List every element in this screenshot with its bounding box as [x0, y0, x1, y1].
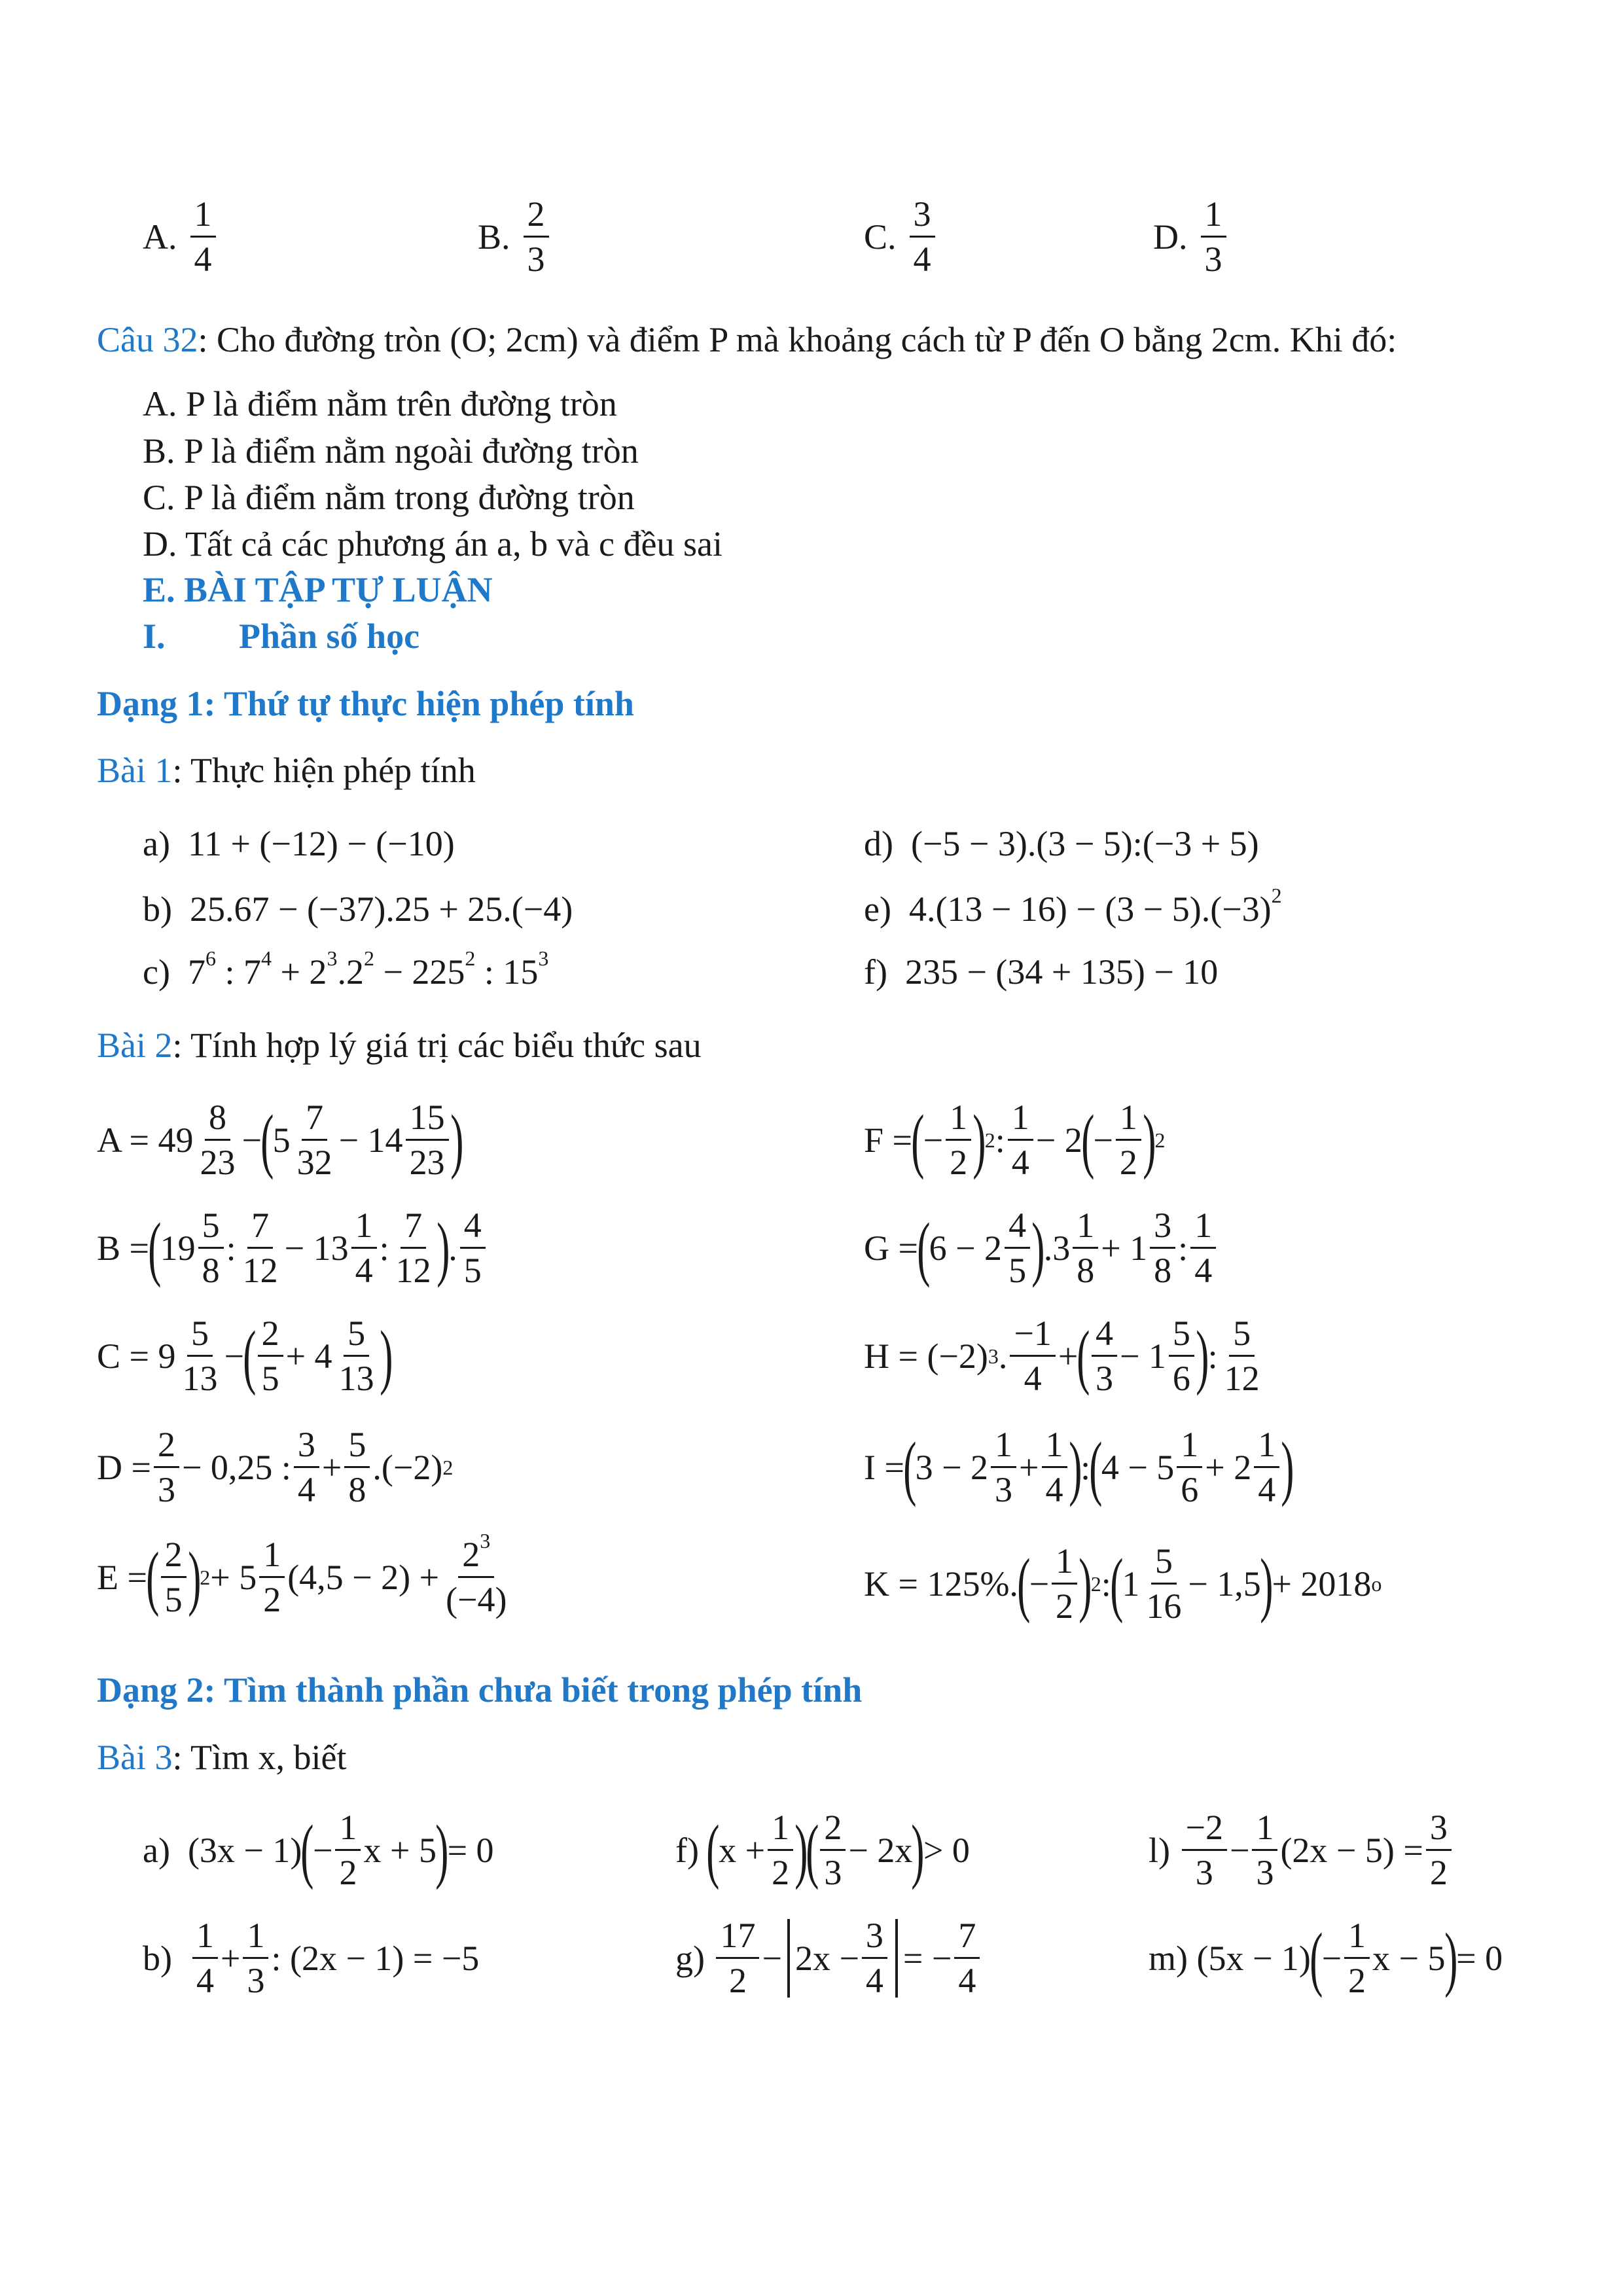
bai3-item-f: f) ( x + $\frac{1}{2}$ ) ( $\frac{2}{3}$ − 2x ) > 0 — [675, 1808, 970, 1892]
item-expression: 235 − (34 + 135) − 10 — [904, 952, 1219, 992]
section-i-number: I. — [143, 617, 166, 656]
answer-label: A. — [143, 217, 177, 257]
bai3-item-m: m) (5x − 1) ( − $\frac{1}{2}$ x − 5 ) = 0 — [1149, 1916, 1503, 2000]
item-label: l) — [1149, 1830, 1170, 1870]
fraction-den: 4 — [194, 240, 212, 279]
q32-option-d: D. Tất cả các phương án a, b và c đều sai — [143, 524, 722, 564]
q32-option-b: B. P là điểm nằm ngoài đường tròn — [143, 431, 639, 471]
fraction-num: 3 — [910, 196, 935, 238]
dang-1-heading: Dạng 1: Thứ tự thực hiện phép tính — [97, 684, 634, 723]
expr-b: B = ( 19 $\frac{5}{8}$ : $\frac{7}{12}$ − 13 $\frac{1}{4}$ : $\frac{7}{12}$ ) . $\frac{4}{5}$ — [97, 1208, 488, 1288]
fraction-num: 1 — [1201, 196, 1226, 238]
answer-d — [1153, 196, 1229, 277]
answer-b — [478, 196, 552, 277]
bai-text: : Tính hợp lý giá trị các biểu thức sau — [172, 1026, 702, 1065]
bai1-item-c: c) $7^6$ : $7^4 + 2^3.2^2 - 225^2$ : $15^3$ — [143, 946, 549, 992]
item-label: e) — [864, 889, 891, 929]
bai-text: : Thực hiện phép tính — [172, 751, 476, 790]
q32-option-a: A. P là điểm nằm trên đường tròn — [143, 384, 617, 423]
bai3-item-a: a) (3x − 1) ( − $\frac{1}{2}$ x + 5 ) = 0 — [143, 1808, 494, 1892]
bai3-item-b: b) $\frac{1}{4}$ + $\frac{1}{3}$ : (2x − 1) = −5 — [143, 1916, 480, 2000]
expr-g: G = ( 6 − 2 $\frac{4}{5}$ ) .3 $\frac{1}{8}$ + 1 $\frac{3}{8}$ : $\frac{1}{4}$ — [864, 1208, 1219, 1288]
bai-2 — [97, 1028, 702, 1063]
bai-text: : Tìm x, biết — [172, 1738, 347, 1777]
fraction-den: 3 — [1204, 240, 1222, 279]
item-label: g) — [675, 1938, 705, 1978]
bai1-item-a — [143, 826, 455, 861]
expr-i: I = ( 3 − 2 $\frac{1}{3}$ + $\frac{1}{4}$ ) : ( 4 − 5 $\frac{1}{6}$ + 2 $\frac{1}{4}$ ) — [864, 1425, 1294, 1509]
expr-f: F = ( − $\frac{1}{2}$ ) 2 : $\frac{1}{4}$ − 2 ( − $\frac{1}{2}$ ) 2 — [864, 1098, 1166, 1182]
bai1-item-e: e) $4.(13 - 16) - (3 - 5).(-3)^2$ — [864, 884, 1282, 929]
item-label: a) — [143, 824, 170, 863]
answer-label: B. — [478, 217, 510, 257]
item-label: a) — [143, 1830, 170, 1870]
bai-label: Bài 2 — [97, 1026, 173, 1065]
fraction-num: 2 — [524, 196, 549, 238]
section-e-heading: E. BÀI TẬP TỰ LUẬN — [143, 570, 493, 609]
bai-1 — [97, 753, 476, 788]
item-expression: 7 — [187, 952, 205, 992]
item-label: b) — [143, 889, 172, 929]
item-expression: 4.(13 − 16) − (3 − 5).(−3) — [908, 889, 1272, 929]
fraction-den: 3 — [527, 240, 545, 279]
question-text: : Cho đường tròn (O; 2cm) và điểm P mà khoảng cách từ P đến O bằng 2cm. Khi đó: — [198, 320, 1397, 359]
item-label: b) — [143, 1938, 172, 1978]
bai-label: Bài 1 — [97, 751, 173, 790]
question-32 — [97, 322, 1397, 357]
bai-3 — [97, 1740, 347, 1775]
item-label: c) — [143, 952, 170, 992]
bai-label: Bài 3 — [97, 1738, 173, 1777]
expr-h: H = (−2) 3 . $\frac{-1}{4}$ + ( $\frac{4}{3}$ − 1 $\frac{5}{6}$ ) : $\frac{5}{12}$ — [864, 1314, 1260, 1398]
item-label: f) — [675, 1830, 699, 1870]
item-label: f) — [864, 952, 887, 992]
item-label: d) — [864, 824, 893, 863]
bai3-item-l: l) $\frac{-2}{3}$ − $\frac{1}{3}$ (2x − 5) = $\frac{3}{2}$ — [1149, 1810, 1454, 1890]
answer-label: D. — [1153, 217, 1188, 257]
item-expression: 11 + (−12) − (−10) — [187, 824, 455, 863]
q32-option-c: C. P là điểm nằm trong đường tròn — [143, 478, 635, 517]
dang-2-heading: Dạng 2: Tìm thành phần chưa biết trong phép tính — [97, 1670, 863, 1710]
item-label: m) — [1149, 1938, 1188, 1978]
expr-k: K = 125%. ( − $\frac{1}{2}$ ) 2 : ( 1 $\frac{5}{16}$ − 1,5 ) + 2018 o — [864, 1541, 1382, 1626]
expr-c: C = 9 $\frac{5}{13}$ − ( $\frac{2}{5}$ + 4 $\frac{5}{13}$ ) — [97, 1314, 393, 1398]
bai3-item-g: g) $\frac{17}{2}$ − 2x − $\frac{3}{4}$ = − $\frac{7}{4}$ — [675, 1918, 982, 1998]
bai1-item-f — [864, 954, 1218, 990]
bai1-item-d — [864, 826, 1259, 861]
expr-a: A = 49 $\frac{8}{23}$ − ( 5 $\frac{7}{32}$ − 14 $\frac{15}{23}$ ) — [97, 1098, 463, 1182]
answer-a — [143, 196, 219, 277]
answer-label: C. — [864, 217, 897, 257]
bai1-item-b — [143, 891, 573, 927]
section-i-title: Phần số học — [239, 617, 420, 656]
fraction-num: 1 — [190, 196, 216, 238]
answer-c — [864, 196, 938, 277]
fraction-den: 4 — [913, 240, 931, 279]
item-expression: (−5 − 3).(3 − 5):(−3 + 5) — [910, 824, 1259, 863]
item-expression: 25.67 − (−37).25 + 25.(−4) — [189, 889, 573, 929]
expr-d: D = $\frac{2}{3}$ − 0,25 : $\frac{3}{4}$ + $\frac{5}{8}$ .(−2) 2 — [97, 1425, 454, 1509]
expr-e: E = ( $\frac{2}{5}$ ) 2 + 5 $\frac{1}{2}$ (4,5 − 2) + $\frac{2^3}{(-4)}$ — [97, 1529, 507, 1619]
question-label: Câu 32 — [97, 320, 198, 359]
